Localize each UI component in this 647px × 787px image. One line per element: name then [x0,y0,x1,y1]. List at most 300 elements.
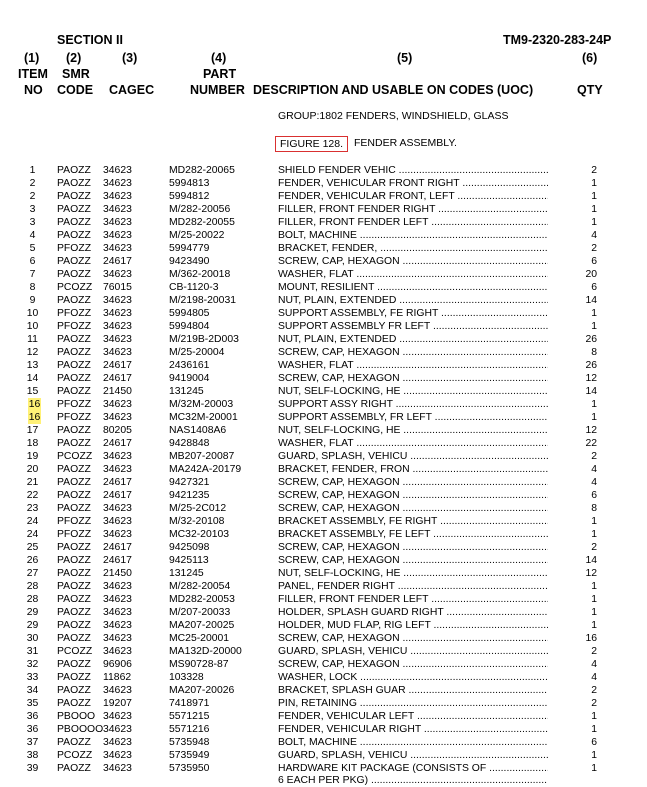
qty: 6 [591,282,597,293]
item-no: 10 [26,321,39,332]
cagec: 24617 [103,490,132,501]
description: SCREW, CAP, HEXAGON ..... [278,554,548,567]
qty: 4 [591,477,597,488]
part-number: MA132D-20000 [169,646,242,657]
qty: 1 [591,412,597,423]
smr-code: PAOZZ [57,347,91,358]
section-title: SECTION II [57,33,123,47]
part-number: 5735950 [169,763,210,774]
table-row [0,697,647,710]
smr-code: PAOZZ [57,659,91,670]
description: NUT, PLAIN, EXTENDED ..... [278,294,548,307]
table-row [0,281,647,294]
table-row [0,216,647,229]
smr-code: PFOZZ [57,243,92,254]
cagec: 34623 [103,412,132,423]
item-no: 31 [26,646,39,657]
qty: 4 [591,672,597,683]
cagec: 34623 [103,724,132,735]
table-row [0,372,647,385]
smr-code: PAOZZ [57,165,91,176]
qty: 6 [591,737,597,748]
item-no: 5 [29,243,36,254]
smr-code: PAOZZ [57,594,91,605]
qty: 2 [591,698,597,709]
description: FILLER, FRONT FENDER LEFT ..... [278,216,548,229]
part-number: M/362-20018 [169,269,231,280]
part-number: 9425113 [169,555,209,566]
item-no: 29 [26,620,39,631]
part-number: 5571215 [169,711,210,722]
smr-code: PFOZZ [57,399,92,410]
cagec: 24617 [103,542,132,553]
qty: 16 [585,633,597,644]
item-no: 17 [26,425,39,436]
part-number: 5994805 [169,308,210,319]
cagec: 34623 [103,191,132,202]
col-num-6: (6) [582,51,598,65]
smr-code: PAOZZ [57,555,91,566]
smr-code: PCOZZ [57,750,93,761]
table-row [0,177,647,190]
item-no: 9 [29,295,36,306]
item-no: 28 [26,594,39,605]
table-row [0,398,647,411]
part-number: MC32M-20001 [169,412,238,423]
cagec: 34623 [103,737,132,748]
table-row [0,684,647,697]
part-number: 7418971 [169,698,210,709]
part-number: M/219B-2D003 [169,334,239,345]
description: FENDER, VEHICULAR LEFT ..... [278,710,548,723]
cagec: 34623 [103,516,132,527]
item-no: 21 [26,477,39,488]
cagec: 24617 [103,555,132,566]
description: PANEL, FENDER RIGHT ..... [278,580,548,593]
description: SUPPORT ASSEMBLY, FR LEFT ..... [278,411,548,424]
description: GUARD, SPLASH, VEHICU ..... [278,450,548,463]
part-number: 9425098 [169,542,210,553]
table-row [0,710,647,723]
table-row [0,489,647,502]
qty: 1 [591,594,597,605]
part-number: 5994804 [169,321,210,332]
qty: 4 [591,659,597,670]
part-number: 103328 [169,672,204,683]
figure-title: FENDER ASSEMBLY. [354,137,457,149]
qty: 12 [585,568,597,579]
part-number: MD282-20055 [169,217,235,228]
part-number: 5994813 [169,178,210,189]
cagec: 21450 [103,568,132,579]
item-no: 2 [29,191,36,202]
item-no: 16 [28,399,41,410]
cagec: 34623 [103,243,132,254]
qty: 1 [591,724,597,735]
smr-code: PAOZZ [57,607,91,618]
description: BRACKET ASSEMBLY, FE RIGHT ..... [278,515,548,528]
part-number: 9419004 [169,373,210,384]
cagec: 34623 [103,230,132,241]
table-row [0,463,647,476]
cagec: 34623 [103,503,132,514]
description: NUT, SELF-LOCKING, HE ..... [278,424,548,437]
table-row [0,619,647,632]
smr-code: PAOZZ [57,191,91,202]
item-no: 6 [29,256,36,267]
cagec: 34623 [103,685,132,696]
item-no: 2 [29,178,36,189]
table-row [0,307,647,320]
item-no: 36 [26,724,39,735]
cagec: 34623 [103,607,132,618]
description: BRACKET, FENDER, FRON ..... [278,463,548,476]
item-no: 18 [26,438,39,449]
smr-code: PAOZZ [57,334,91,345]
smr-code: PBOOOO [57,724,104,735]
qty: 12 [585,373,597,384]
continuation-text: 6 EACH PER PKG) ..... [278,774,548,787]
description: BOLT, MACHINE ..... [278,736,548,749]
col-head-qty: QTY [577,83,603,97]
cagec: 21450 [103,386,132,397]
qty: 1 [591,308,597,319]
smr-code: PCOZZ [57,646,93,657]
smr-code: PFOZZ [57,412,92,423]
continuation-line [0,774,647,787]
cagec: 24617 [103,360,132,371]
cagec: 34623 [103,529,132,540]
smr-code: PAOZZ [57,373,91,384]
description: SCREW, CAP, HEXAGON ..... [278,489,548,502]
item-no: 37 [26,737,39,748]
item-no: 7 [29,269,36,280]
col-num-2: (2) [66,51,82,65]
table-row [0,476,647,489]
table-row [0,736,647,749]
qty: 2 [591,451,597,462]
description: HARDWARE KIT PACKAGE (CONSISTS OF ..... [278,762,548,775]
table-row [0,606,647,619]
qty: 2 [591,165,597,176]
table-row [0,255,647,268]
description: SCREW, CAP, HEXAGON ..... [278,541,548,554]
description: WASHER, FLAT ..... [278,268,548,281]
qty: 6 [591,490,597,501]
qty: 26 [585,334,597,345]
description: HOLDER, MUD FLAP, RIG LEFT ..... [278,619,548,632]
description: SCREW, CAP, HEXAGON ..... [278,372,548,385]
part-number: 9427321 [169,477,210,488]
table-row [0,450,647,463]
part-number: 2436161 [169,360,210,371]
qty: 4 [591,464,597,475]
table-row [0,671,647,684]
item-no: 20 [26,464,39,475]
part-number: 5994779 [169,243,210,254]
item-no: 10 [26,308,39,319]
description: FILLER, FRONT FENDER RIGHT ..... [278,203,548,216]
item-no: 12 [26,347,39,358]
qty: 1 [591,204,597,215]
description: BOLT, MACHINE ..... [278,229,548,242]
qty: 1 [591,321,597,332]
qty: 26 [585,360,597,371]
qty: 6 [591,256,597,267]
qty: 2 [591,243,597,254]
part-number: 9428848 [169,438,210,449]
part-number: 5994812 [169,191,210,202]
smr-code: PAOZZ [57,204,91,215]
item-no: 24 [26,529,39,540]
smr-code: PAOZZ [57,568,91,579]
item-no: 3 [29,204,36,215]
part-number: MC32-20103 [169,529,230,540]
cagec: 34623 [103,204,132,215]
smr-code: PCOZZ [57,451,93,462]
cagec: 24617 [103,477,132,488]
table-row [0,320,647,333]
cagec: 34623 [103,581,132,592]
table-row [0,242,647,255]
part-number: M/25-2C012 [169,503,227,514]
description: SHIELD FENDER VEHIC ..... [278,164,548,177]
table-row [0,164,647,177]
cagec: 34623 [103,399,132,410]
qty: 1 [591,399,597,410]
description: SCREW, CAP, HEXAGON ..... [278,255,548,268]
item-no: 33 [26,672,39,683]
cagec: 34623 [103,646,132,657]
qty: 1 [591,763,597,774]
cagec: 34623 [103,334,132,345]
table-row [0,268,647,281]
col-head-no: NO [24,83,43,97]
qty: 22 [585,438,597,449]
part-number: M/2198-20031 [169,295,237,306]
smr-code: PAOZZ [57,425,91,436]
description: SUPPORT ASSEMBLY FR LEFT ..... [278,320,548,333]
smr-code: PAOZZ [57,477,91,488]
table-row [0,749,647,762]
smr-code: PAOZZ [57,295,91,306]
qty: 1 [591,711,597,722]
qty: 20 [585,269,597,280]
col-num-5: (5) [397,51,413,65]
description: SCREW, CAP, HEXAGON ..... [278,658,548,671]
item-no: 13 [26,360,39,371]
cagec: 24617 [103,438,132,449]
qty: 1 [591,750,597,761]
qty: 1 [591,191,597,202]
smr-code: PAOZZ [57,620,91,631]
item-no: 34 [26,685,39,696]
item-no: 29 [26,607,39,618]
description: MOUNT, RESILIENT ..... [278,281,548,294]
table-row [0,723,647,736]
part-number: MC25-20001 [169,633,230,644]
cagec: 24617 [103,373,132,384]
table-row [0,541,647,554]
smr-code: PFOZZ [57,529,92,540]
description: GUARD, SPLASH, VEHICU ..... [278,645,548,658]
item-no: 15 [26,386,39,397]
table-row [0,411,647,424]
smr-code: PFOZZ [57,308,92,319]
smr-code: PAOZZ [57,230,91,241]
cagec: 34623 [103,165,132,176]
part-number: M/25-20004 [169,347,225,358]
table-row [0,294,647,307]
col-num-4: (4) [211,51,227,65]
smr-code: PAOZZ [57,217,91,228]
smr-code: PAOZZ [57,269,91,280]
part-number: 5735948 [169,737,210,748]
qty: 4 [591,230,597,241]
smr-code: PAOZZ [57,503,91,514]
group-title: GROUP:1802 FENDERS, WINDSHIELD, GLASS [278,110,509,122]
qty: 1 [591,217,597,228]
col-head-cagec: CAGEC [109,83,155,97]
description: PIN, RETAINING ..... [278,697,548,710]
table-row [0,515,647,528]
part-number: 5571216 [169,724,210,735]
part-number: M/282-20056 [169,204,231,215]
part-number: 5735949 [169,750,210,761]
cagec: 34623 [103,750,132,761]
description: SUPPORT ASSEMBLY, FE RIGHT ..... [278,307,548,320]
item-no: 38 [26,750,39,761]
cagec: 34623 [103,321,132,332]
cagec: 80205 [103,425,132,436]
qty: 8 [591,347,597,358]
col-head-number: NUMBER [190,83,245,97]
table-row [0,580,647,593]
item-no: 35 [26,698,39,709]
table-row [0,645,647,658]
table-row [0,528,647,541]
table-row [0,346,647,359]
part-number: MD282-20053 [169,594,235,605]
part-number: MS90728-87 [169,659,229,670]
table-row [0,203,647,216]
cagec: 34623 [103,451,132,462]
qty: 12 [585,425,597,436]
smr-code: PAOZZ [57,685,91,696]
part-number: 9421235 [169,490,210,501]
part-number: MD282-20065 [169,165,235,176]
smr-code: PAOZZ [57,464,91,475]
item-no: 8 [29,282,36,293]
col-head-part: PART [203,67,237,81]
part-number: MA207-20025 [169,620,235,631]
cagec: 34623 [103,763,132,774]
cagec: 19207 [103,698,132,709]
cagec: 96906 [103,659,132,670]
description: FENDER, VEHICULAR RIGHT ..... [278,723,548,736]
item-no: 28 [26,581,39,592]
qty: 2 [591,542,597,553]
table-row [0,424,647,437]
table-row [0,593,647,606]
part-number: CB-1120-3 [169,282,219,293]
description: HOLDER, SPLASH GUARD RIGHT ..... [278,606,548,619]
item-no: 11 [27,334,38,345]
description: NUT, SELF-LOCKING, HE ..... [278,567,548,580]
item-no: 25 [26,542,39,553]
cagec: 34623 [103,308,132,319]
table-row [0,567,647,580]
description: SCREW, CAP, HEXAGON ..... [278,632,548,645]
part-number: 9423490 [169,256,210,267]
item-no: 1 [29,165,36,176]
description: WASHER, FLAT ..... [278,437,548,450]
smr-code: PAOZZ [57,698,91,709]
cagec: 11862 [103,672,132,683]
description: WASHER, FLAT ..... [278,359,548,372]
table-row [0,333,647,346]
description: SCREW, CAP, HEXAGON ..... [278,502,548,515]
item-no: 19 [26,451,39,462]
item-no: 32 [26,659,39,670]
qty: 14 [585,386,597,397]
part-number: M/25-20022 [169,230,225,241]
description: SUPPORT ASSY RIGHT ..... [278,398,548,411]
description: SCREW, CAP, HEXAGON ..... [278,346,548,359]
part-number: M/32M-20003 [169,399,234,410]
part-number: M/32-20108 [169,516,225,527]
item-no: 22 [26,490,39,501]
qty: 1 [591,516,597,527]
item-no: 23 [26,503,39,514]
cagec: 34623 [103,347,132,358]
part-number: NAS1408A6 [169,425,227,436]
qty: 2 [591,685,597,696]
smr-code: PAOZZ [57,386,91,397]
smr-code: PAOZZ [57,360,91,371]
qty: 1 [591,620,597,631]
smr-code: PAOZZ [57,178,91,189]
description: BRACKET, FENDER, ..... [278,242,548,255]
qty: 1 [591,529,597,540]
part-number: MB207-20087 [169,451,235,462]
qty: 2 [591,646,597,657]
smr-code: PAOZZ [57,763,91,774]
item-no: 4 [29,230,36,241]
description: FENDER, VEHICULAR FRONT RIGHT ..... [278,177,548,190]
item-no: 36 [26,711,39,722]
table-row [0,385,647,398]
description: BRACKET ASSEMBLY, FE LEFT ..... [278,528,548,541]
smr-code: PAOZZ [57,581,91,592]
col-num-3: (3) [122,51,138,65]
description: GUARD, SPLASH, VEHICU ..... [278,749,548,762]
col-head-smr: SMR [62,67,90,81]
item-no: 16 [28,412,41,423]
cagec: 24617 [103,256,132,267]
qty: 1 [591,178,597,189]
col-head-code: CODE [57,83,94,97]
table-row [0,554,647,567]
tm-number: TM9-2320-283-24P [503,33,612,47]
table-row [0,190,647,203]
table-row [0,658,647,671]
smr-code: PAOZZ [57,633,91,644]
table-row [0,632,647,645]
smr-code: PAOZZ [57,438,91,449]
item-no: 27 [26,568,39,579]
table-row [0,359,647,372]
